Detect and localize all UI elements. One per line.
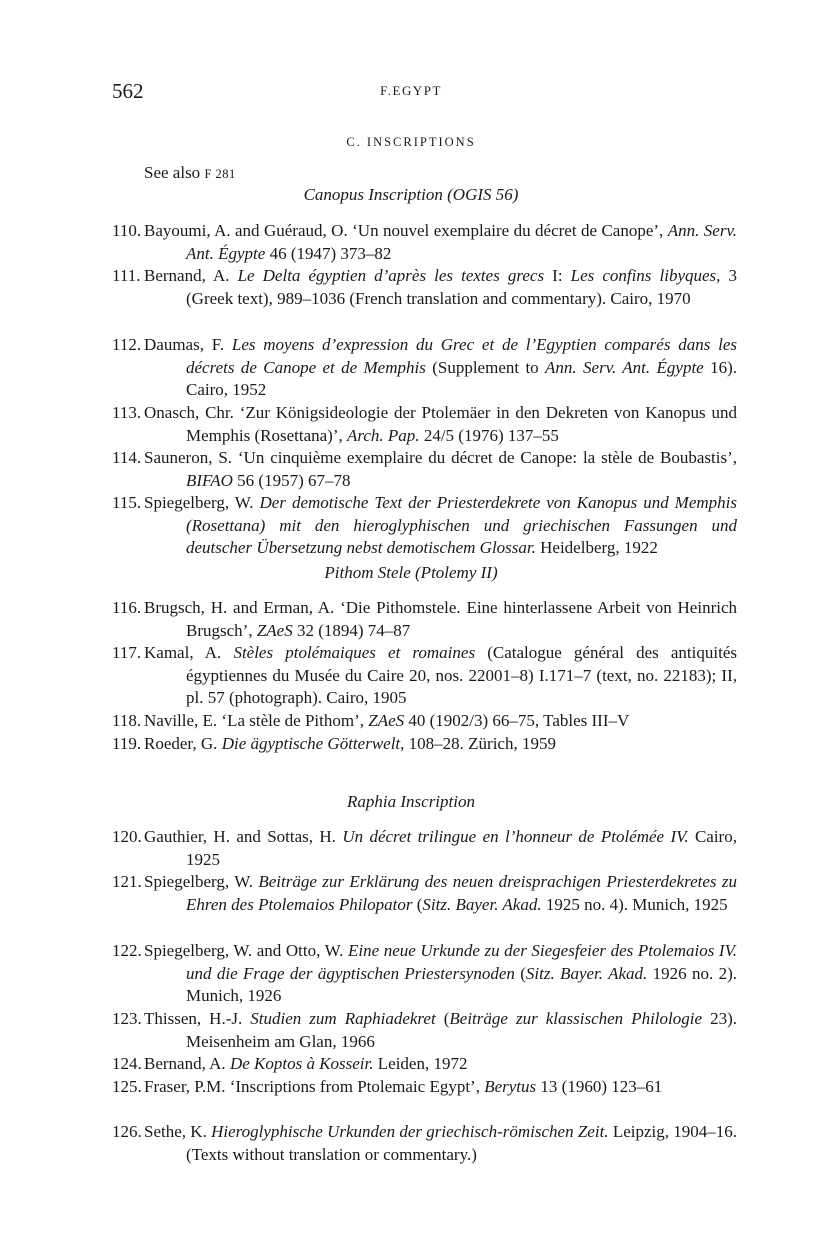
entry-text-run: Gauthier, H. and Sottas, H. xyxy=(144,827,343,846)
bib-entry xyxy=(112,871,737,916)
entry-number: 122. xyxy=(112,941,142,960)
entry-number: 125. xyxy=(112,1077,142,1096)
entry-text xyxy=(144,1053,737,1076)
entry-text-run: Spiegelberg, W. xyxy=(144,872,259,891)
entry-title-italic: ZAeS xyxy=(368,711,405,730)
bib-entry xyxy=(112,334,737,402)
entry-text xyxy=(144,1076,737,1099)
entry-title-italic: Berytus xyxy=(484,1077,537,1096)
entry-title-italic: Beiträge zur Erklärung des neuen dreisprachigen Priesterdekretes zu Ehren des Ptolemaios Philopator xyxy=(186,872,737,914)
entry-title-italic: Stèles ptolémaiques et romaines xyxy=(233,643,476,662)
entry-text-run: 32 (1894) 74–87 xyxy=(292,620,411,640)
entry-text-run: Fraser, P.M. ‘Inscriptions from Ptolemaic Egypt’, xyxy=(144,1077,485,1096)
entry-title-italic: Studien zum Raphiadekret xyxy=(250,1009,436,1028)
entry-text-run: Sethe, K. xyxy=(144,1122,212,1141)
entry-title-italic: De Koptos à Kosseir. xyxy=(229,1054,374,1073)
entry-number: 113. xyxy=(112,403,142,422)
entry-text-run: Bayoumi, A. and Guéraud, O. ‘Un nouvel exemplaire du décret de Canope’, xyxy=(144,221,668,240)
entry-text xyxy=(144,940,737,1008)
entry-text-run: Kamal, A. xyxy=(144,643,234,662)
entry-number: 112. xyxy=(112,335,142,354)
bib-entry xyxy=(112,826,737,871)
entry-text-run: (Catalogue général des antiquités égyptiennes du Musée du Caire 20, nos. 22001–8) I.171–7 (text, no. 22183); II, pl. 57 (photograph). Cairo, 1905 xyxy=(186,643,737,707)
entry-title-italic: Un décret trilingue en l’honneur de Ptolémée IV. xyxy=(342,827,689,846)
entry-text-run: 40 (1902/3) 66–75, Tables III–V xyxy=(404,711,630,730)
entry-title-italic: Sitz. Bayer. Akad. xyxy=(525,963,648,983)
entry-text-run: 56 (1957) 67–78 xyxy=(232,470,351,490)
entry-title-italic: Le Delta égyptien d’après les textes grecs xyxy=(237,266,545,285)
entry-text-run: 46 (1947) 373–82 xyxy=(265,243,392,263)
entry-text-run: Onasch, Chr. ‘Zur Königsideologie der Ptolemäer in den Dekreten von Kanopus und Memphis (Rosettana)’, xyxy=(144,403,737,445)
entry-title-italic: Der demotische Text der Priesterdekrete von Kanopus und Memphis (Rosettana) mit den hieroglyphischen und griechischen Fassungen und deutscher Übersetzung nebst demotischem Glossar. xyxy=(186,493,737,557)
entry-text-run: (Supplement to xyxy=(425,357,546,377)
entry-text-run: Roeder, G. xyxy=(144,734,222,753)
entry-text-run: Thissen, H.-J. xyxy=(144,1009,251,1028)
entry-title-italic: ZAeS xyxy=(256,620,293,640)
entry-text xyxy=(144,642,737,710)
entry-text-run: Heidelberg, 1922 xyxy=(535,538,658,557)
section-title-canopus: Canopus Inscription (OGIS 56) xyxy=(303,185,519,204)
entry-text-run: I: xyxy=(544,266,571,285)
entry-number: 111. xyxy=(112,266,141,285)
section-title-pithom: Pithom Stele (Ptolemy II) xyxy=(324,563,498,582)
entry-text-run: ( xyxy=(435,1009,450,1028)
see-also-prefix: See also xyxy=(144,163,205,182)
entry-text xyxy=(144,826,737,871)
entry-text xyxy=(144,447,737,492)
entry-text-run: Brugsch, H. and Erman, A. ‘Die Pithomstele. Eine hinterlassene Arbeit von Heinrich Brugsch’, xyxy=(144,598,737,640)
bib-entry xyxy=(112,710,737,733)
entry-title-italic: Ann. Serv. Ant. Égypte xyxy=(545,357,704,377)
entry-number: 126. xyxy=(112,1122,142,1141)
entry-text xyxy=(144,402,737,447)
see-also-note xyxy=(144,163,236,183)
entry-text xyxy=(144,334,737,402)
entry-text-run: Bernand, A. xyxy=(144,1054,230,1073)
entry-number: 115. xyxy=(112,493,142,512)
bib-entry xyxy=(112,220,737,265)
entry-text-run: , 108–28. Zürich, 1959 xyxy=(400,734,556,753)
entry-text-run: 24/5 (1976) 137–55 xyxy=(419,425,559,445)
bib-entry xyxy=(112,642,737,710)
entry-text xyxy=(144,265,737,310)
bib-entry xyxy=(112,733,737,756)
entry-text xyxy=(144,733,737,756)
entry-number: 123. xyxy=(112,1009,142,1028)
entry-text xyxy=(144,871,737,916)
bib-entry xyxy=(112,1076,737,1099)
entry-text-run: Daumas, F. xyxy=(144,335,232,354)
entry-number: 110. xyxy=(112,221,142,240)
entry-title-italic: BIFAO xyxy=(186,470,233,490)
entry-number: 120. xyxy=(112,827,142,846)
bib-entry xyxy=(112,597,737,642)
bib-entry xyxy=(112,1008,737,1053)
entry-number: 114. xyxy=(112,448,142,467)
entry-title-italic: Die ägyptische Götterwelt xyxy=(221,734,401,753)
entry-text xyxy=(144,492,737,560)
entry-title-italic: Les confins libyques xyxy=(570,266,717,285)
entry-text xyxy=(144,597,737,642)
entry-number: 117. xyxy=(112,643,142,662)
entry-title-italic: Hieroglyphische Urkunden der griechisch-römischen Zeit. xyxy=(211,1122,609,1141)
entry-title-italic: Eine neue Urkunde zu der Siegesfeier des Ptolemaios IV. und die Frage der ägyptischen Priestersynoden xyxy=(186,941,738,983)
bib-entry xyxy=(112,265,737,310)
entry-number: 124. xyxy=(112,1054,142,1073)
entry-title-italic: Ann. Serv. Ant. Égypte xyxy=(186,221,737,263)
entry-text-run: Spiegelberg, W. and Otto, W. xyxy=(144,941,348,960)
entry-text-run: ( xyxy=(412,894,423,914)
entry-text-run: Cairo, 1925 xyxy=(186,827,737,869)
bib-entry xyxy=(112,492,737,560)
entry-text-run: ( xyxy=(514,963,526,983)
entry-text xyxy=(144,1121,737,1166)
bib-entry xyxy=(112,402,737,447)
entry-text-run: 13 (1960) 123–61 xyxy=(536,1077,663,1096)
entry-number: 118. xyxy=(112,711,142,730)
entry-text-run: , 3 (Greek text), 989–1036 (French translation and commentary). Cairo, 1970 xyxy=(186,266,737,308)
page-number: 562 xyxy=(112,79,144,103)
entry-text-run: 23). Meisenheim am Glan, 1966 xyxy=(186,1009,737,1051)
entry-title-italic: Arch. Pap. xyxy=(347,425,420,445)
bib-entry xyxy=(112,1053,737,1076)
entry-text-run: 1926 no. 2). Munich, 1926 xyxy=(186,963,737,1005)
entry-text-run: 16). Cairo, 1952 xyxy=(186,357,737,399)
entry-title-italic: Sitz. Bayer. Akad. xyxy=(422,894,542,914)
entry-title-italic: Les moyens d’expression du Grec et de l’Egyptien comparés dans les décrets de Canope et de Memphis xyxy=(186,335,737,377)
section-title-raphia: Raphia Inscription xyxy=(347,792,475,811)
section-heading: C. INSCRIPTIONS xyxy=(346,135,476,149)
entry-text-run: Leipzig, 1904–16. (Texts without translation or commentary.) xyxy=(186,1122,738,1164)
entry-number: 121. xyxy=(112,872,142,891)
entry-text-run: Naville, E. ‘La stèle de Pithom’, xyxy=(144,711,369,730)
entry-text-run: Bernand, A. xyxy=(144,266,238,285)
entry-title-italic: Beiträge zur klassischen Philologie xyxy=(449,1009,703,1028)
entry-text xyxy=(144,220,737,265)
bib-entry xyxy=(112,1121,737,1166)
entry-text xyxy=(144,710,737,733)
bib-entry xyxy=(112,447,737,492)
entry-number: 116. xyxy=(112,598,142,617)
entry-text-run: Leiden, 1972 xyxy=(373,1054,468,1073)
see-also-ref: F 281 xyxy=(204,167,236,181)
entry-text-run: Spiegelberg, W. xyxy=(144,493,260,512)
entry-text-run: Sauneron, S. ‘Un cinquième exemplaire du décret de Canope: la stèle de Boubastis’, xyxy=(144,448,737,467)
entry-number: 119. xyxy=(112,734,142,753)
entry-text xyxy=(144,1008,737,1053)
entry-text-run: 1925 no. 4). Munich, 1925 xyxy=(541,894,728,914)
running-head: F.EGYPT xyxy=(380,83,442,98)
bib-entry xyxy=(112,940,737,1008)
